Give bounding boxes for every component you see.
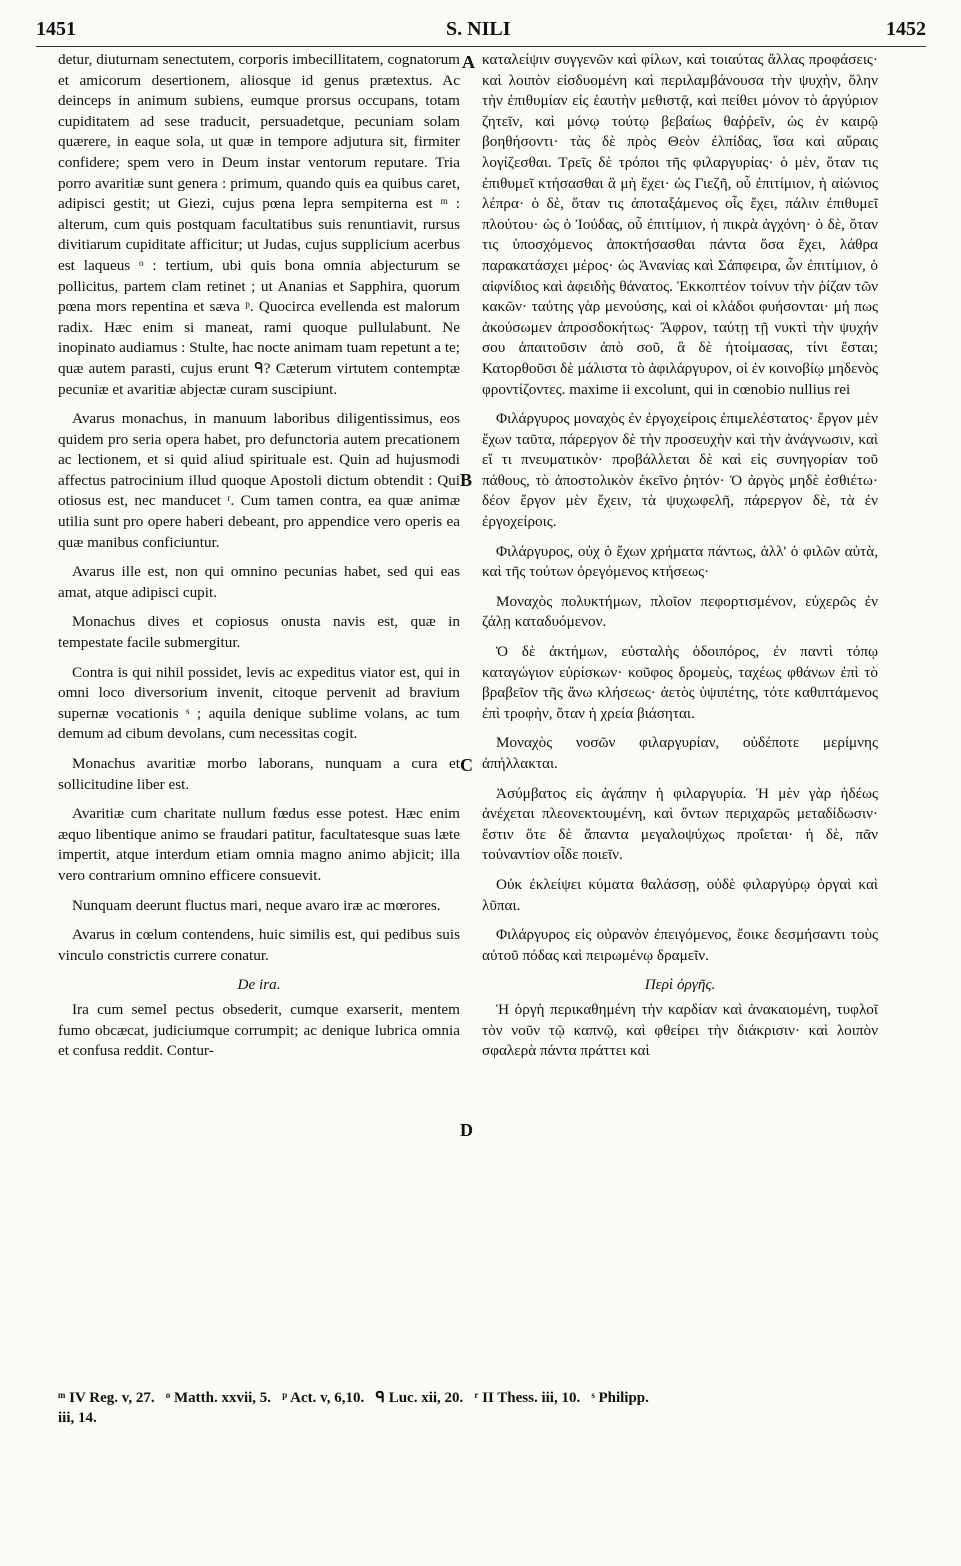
latin-paragraph: Avarus in cœlum contendens, huic similis est, qui pedibus suis vinculo constrictis currere conatur. — [58, 926, 460, 964]
footnote-line: iii, 14. — [58, 1410, 97, 1426]
greek-paragraph: Μοναχὸς πολυκτήμων, πλοῖον πεφορτισμένον, εὐχερῶς ἐν ζάλῃ καταδυόμενον. — [482, 592, 878, 631]
latin-paragraph: Avarus monachus, in manuum laboribus diligentissimus, eos quidem pro seria opera habet, pro defunctoria autem precationem ac lectionem, et si quid aliud spirituale est. Quin ad hujusmodi affectus patrocinium illud quoque Apostoli dictum obtendit : Qui otiosus est, nec manducet ʳ. Cum tamen contra, ea quæ animæ utilia sunt pro opere haberi debeant, pro appendice vero operis ea quæ manibus conficiuntur. — [58, 410, 460, 551]
greek-column — [482, 50, 878, 1071]
latin-column — [58, 50, 460, 1071]
greek-paragraph: Μοναχὸς νοσῶν φιλαργυρίαν, οὐδέποτε μερίμνης ἀπήλλακται. — [482, 734, 878, 772]
margin-marker-a: A — [462, 52, 475, 72]
page-number-left: 1451 — [36, 18, 76, 40]
header-rule — [36, 46, 926, 47]
greek-paragraph: Ἀσύμβατος εἰς ἀγάπην ἡ φιλαργυρία. Ἡ μὲν γὰρ ἡδέως ἀνέχεται πλεονεκτουμένη, καὶ ὄντων περιχαρῶς μεταδίδωσιν· ἔστιν ὅτε δὲ ἅπαντα μεγαλοψύχως προΐεται· ἡ δὲ, πᾶν τοὐναντίον οἶδε ποιεῖν. — [482, 784, 878, 864]
page-number-right: 1452 — [886, 18, 926, 40]
greek-paragraph: Φιλάργυρος, οὐχ ὁ ἔχων χρήματα πάντως, ἀλλ' ὁ φιλῶν αὐτὰ, καὶ τῆς τούτων ὀρεγόμενος κτήσεως· — [482, 542, 878, 581]
greek-paragraph: Οὐκ ἐκλείψει κύματα θαλάσσῃ, οὐδὲ φιλαργύρῳ ὀργαὶ καὶ λῦπαι. — [482, 875, 878, 914]
margin-marker-d: D — [460, 1120, 473, 1140]
latin-paragraph: Avarus ille est, non qui omnino pecunias habet, sed qui eas amat, atque adipisci cupit. — [58, 563, 460, 601]
greek-paragraph: Ὁ δὲ ἀκτήμων, εὐσταλὴς ὁδοιπόρος, ἐν παντὶ τόπῳ καταγώγιον εὑρίσκων· κοῦφος δρομεὺς, ταχέως φθάνων ἐπὶ τὸ βραβεῖον τῆς ἄνω κλήσεως· ἀετὸς ὑψιπέτης, τότε καθιπτάμενος ἐπὶ τροφὴν, ὅταν ἡ χρεία βιάσηται. — [482, 643, 878, 722]
latin-section-heading: De ira. — [237, 976, 281, 994]
greek-paragraph: Φιλάργυρος εἰς οὐρανὸν ἐπειγόμενος, ἔοικε δεσμήσαντι τοὺς αὐτοῦ πόδας καὶ πειρωμένῳ δραμεῖν. — [482, 926, 878, 964]
footnote-line: ᵐ IV Reg. v, 27. ᵒ Matth. xxvii, 5. ᵖ Act. v, 6,10. ᑫ Luc. xii, 20. ʳ II Thess. iii, 10. ˢ Philipp. — [58, 1390, 649, 1406]
latin-paragraph: Monachus dives et copiosus onusta navis est, quæ in tempestate facile submergitur. — [58, 613, 460, 652]
greek-paragraph: Ἡ ὀργὴ περικαθημένη τὴν καρδίαν καὶ ἀνακαιομένη, τυφλοῖ τὸν νοῦν τῷ καπνῷ, καὶ φθείρει τὴν διάκρισιν· καὶ λοιπὸν σφαλερὰ πάντα πράττει καὶ — [482, 1000, 878, 1060]
greek-section-heading: Περὶ ὀργῆς. — [644, 976, 716, 994]
greek-paragraph: καταλείψιν συγγενῶν καὶ φίλων, καὶ τοιαύτας ἄλλας προφάσεις· καὶ λοιπὸν εἰσδυομένη καὶ περιλαμβάνουσα τὴν ψυχὴν, ὅλην τὴν ἐπιθυμίαν εἰς ἑαυτὴν μεθιστᾷ, καὶ πείθει μόνον τὸ ἀργύριον ζητεῖν, καὶ μόνῳ τούτῳ βεβαίως θαῤῥεῖν, ὡς ἐν καιρῷ βοηθήσοντι· τὰς δὲ πρὸς Θεὸν ἐλπίδας, ἴσα καὶ αὔραις λογίζεσθαι. Τρεῖς δὲ τρόποι τῆς φιλαργυρίας· ὁ μὲν, ὅταν τις ἐπιθυμεῖ κτήσασθαι ἃ μὴ ἔχει· ὡς Γιεζῆ, οὗ ἐπιτίμιον, ἡ αἰώνιος λέπρα· ὁ δὲ, ὅταν τις ἀποταξάμενος οἷς ἔχει, πάλιν ἐπιθυμεῖ πλούτου· ὡς ὁ Ἰούδας, οὗ ἐπιτίμιον, ἡ πικρὰ ἀγχόνη· ὁ δὲ, ὅταν τις ὑποσχόμενος ἀποκτήσασθαι πάντα ὅσα ἔχει, λάθρα παρακατάσχει μέρος· ὡς Ἀνανίας καὶ Σάπφειρα, ὧν ἐπιτίμιον, ὁ αἰφνίδιος καὶ ἀφειδὴς θάνατος. Ἐκκοπτέον τοίνυν τὴν ῥίζαν τῶν κακῶν· ταύτης γὰρ μενούσης, καὶ οἱ κλάδοι φυήσονται· μή πως ἀκούσωμεν ἀπροσδοκήτως· Ἄφρον, ταύτῃ τῇ νυκτὶ τὴν ψυχήν σου ἀπαιτοῦσιν ἀπὸ σοῦ, ἃ δὲ ἡτοίμασας, τίνι ἔσται; Κατορθοῦσι δὲ μάλιστα τὸ ἀφιλάργυρον, οἱ ἐν κοινοβίῳ μηδενὸς φροντίζοντες. maxime ii excolunt, qui in cœnobio nullius rei — [482, 51, 878, 398]
latin-paragraph: Avaritiæ cum charitate nullum fœdus esse potest. Hæc enim æquo libentique animo se fraudari patitur, facultatesque suas læte impertit, atque interdum etiam omnia magno animo abjicit; illa vero contrarium omnino efficere consuevit. — [58, 805, 460, 884]
latin-paragraph: Monachus avaritiæ morbo laborans, nunquam a cura et sollicitudine liber est. — [58, 755, 460, 793]
footnotes — [58, 1388, 888, 1428]
running-title: S. NILI — [446, 18, 511, 40]
greek-paragraph: Φιλάργυρος μοναχὸς ἐν ἐργοχείροις ἐπιμελέστατος· ἔργον μὲν ἔχων ταῦτα, πάρεργον δὲ τὴν προσευχὴν καὶ τὴν ἀνάγνωσιν, καὶ εἴ τι πνευματικὸν· προβάλλεται δὲ καὶ εἰς συνηγορίαν τοῦ πάθους, τὸ ἀποστολικὸν ἐκεῖνο ῥητόν· Ὁ ἀργὸς μηδὲ ἐσθιέτω· δέον ἔργον μὲν ἔχειν, τὰ ψυχωφελῆ, πάρεργον δὲ, τὰ ἐν ἐργοχείροις. — [482, 410, 878, 531]
latin-paragraph: Ira cum semel pectus obsederit, cumque exarserit, mentem fumo obcæcat, judiciumque corrumpit; ac denique lubrica omnia et confusa reddit. Contur- — [58, 1000, 460, 1060]
margin-marker-b: B — [460, 470, 473, 490]
latin-paragraph: Nunquam deerunt fluctus mari, neque avaro iræ ac mœrores. — [72, 896, 441, 914]
latin-paragraph: detur, diuturnam senectutem, corporis imbecillitatem, cognatorum et amicorum desertionem, aliosque id genus prætextus. Ac deinceps in animum subiens, eumque prorsus occupans, totam cupiditatem ad sese traducit, persuadetque, pecuniam solam quærere, in eaque sola, ut quæ in tempore adjutura sit, firmiter confidere; spem vero in Deum instar ventorum reputare. Tria porro avaritiæ sunt genera : primum, quando quis ea quibus caret, adipisci gestit; ut Giezi, cujus pœna lepra sempiterna est ᵐ : alterum, cum quis postquam facultatibus suis renuntiavit, rursus divitiarum cupiditate afficitur; ut Judas, cujus supplicium acerbus est laqueus ᵒ : tertium, ubi quis bona omnia abjecturum se pollicitus, partem clam retinet ; ut Ananias et Sapphira, quorum pœna mors repentina et sæva ᵖ. Quocirca evellenda est malorum radix. Hæc enim si maneat, rami quoque pullulabunt. Ne inopinato audiamus : Stulte, hac nocte animam tuam repetunt a te; quæ autem parasti, cujus erunt ᑫ? Cæterum virtutem contemptæ pecuniæ et avaritiæ abjectæ curam suscipiunt. — [58, 51, 460, 398]
latin-paragraph: Contra is qui nihil possidet, levis ac expeditus viator est, qui in omni loco diversorium invenit, citoque pervenit ad bravium supernæ vocationis ˢ ; aquila denique sublime volans, ac tum demum ad cibum devolans, cum necessitas cogit. — [58, 663, 460, 743]
margin-marker-c: C — [460, 755, 473, 775]
page-header — [36, 18, 926, 44]
